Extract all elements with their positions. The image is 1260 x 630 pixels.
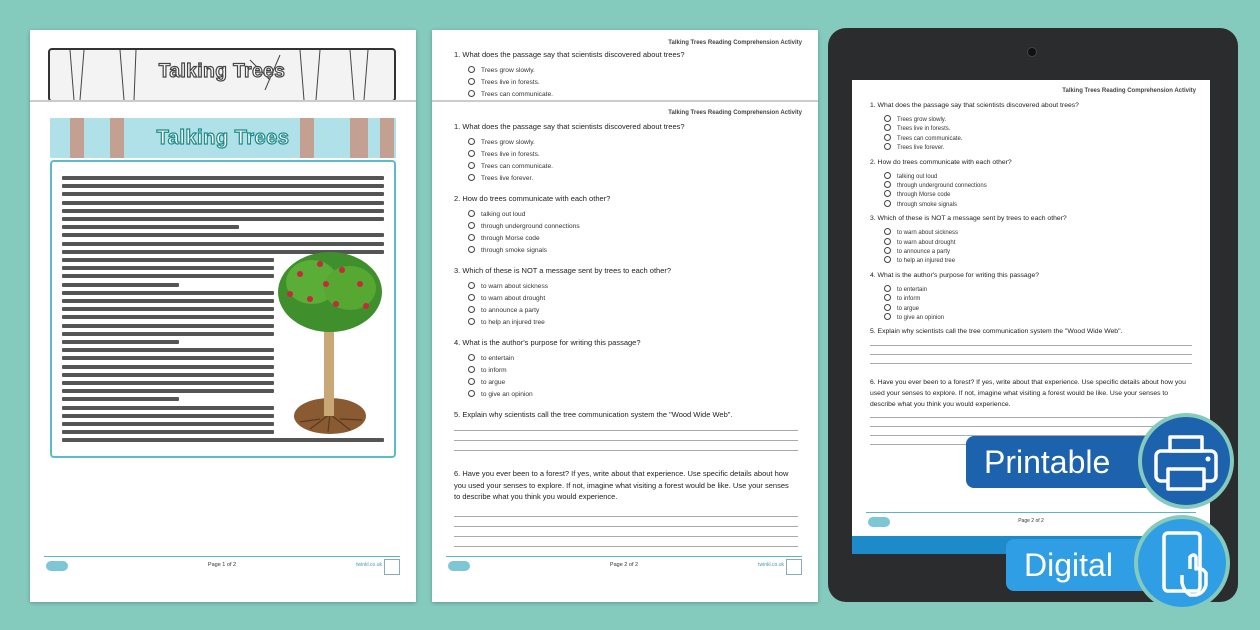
page1-footer — [44, 556, 400, 575]
tablet-page-number: Page 2 of 2 — [1018, 518, 1044, 524]
tablet-q4-option[interactable]: to inform — [884, 294, 920, 302]
page2-number: Page 2 of 2 — [609, 562, 639, 568]
story-text-line — [62, 217, 384, 221]
page2-q3-option[interactable]: to warn about drought — [468, 294, 545, 302]
story-text-line — [62, 406, 274, 410]
page-behind-header — [48, 48, 396, 102]
tablet-question-2: 2. How do trees communicate with each other? — [870, 158, 1012, 166]
page-behind-title: Talking Trees — [158, 61, 286, 82]
tablet-q4-option[interactable]: to argue — [884, 304, 919, 312]
page2-q4-option[interactable]: to entertain — [468, 354, 514, 362]
page-divider — [30, 100, 416, 102]
tablet-q3-option[interactable]: to help an injured tree — [884, 256, 955, 264]
page2-q2-option[interactable]: through smoke signals — [468, 246, 547, 254]
page2-behind-strip — [432, 30, 818, 102]
page2-answer-line[interactable] — [454, 546, 798, 547]
tablet-q4-option[interactable]: to entertain — [884, 285, 927, 293]
story-text-line — [62, 348, 274, 352]
page2-footer — [446, 556, 802, 575]
story-text-line — [62, 430, 274, 434]
tablet-q1-option[interactable]: Trees can communicate. — [884, 134, 962, 142]
page2-q1-option[interactable]: Trees can communicate. — [468, 162, 553, 170]
tree-illustration — [270, 244, 390, 434]
tablet-q3-option[interactable]: to announce a party — [884, 247, 950, 255]
tablet-question-1: 1. What does the passage say that scientists discovered about trees? — [870, 102, 1079, 109]
tablet-q4-option[interactable]: to give an opinion — [884, 313, 944, 321]
tablet-q2-option[interactable]: talking out loud — [884, 172, 937, 180]
page2-q1-option[interactable]: Trees live forever. — [468, 174, 533, 182]
page2-answer-line[interactable] — [454, 430, 798, 431]
printer-icon — [1142, 417, 1230, 505]
page2-q3-option[interactable]: to announce a party — [468, 306, 539, 314]
tablet-q2-option[interactable]: through smoke signals — [884, 200, 957, 208]
page-title: Talking Trees — [156, 127, 290, 149]
story-text-line — [62, 176, 384, 180]
behind-q1-opt-c: Trees can communicate. — [468, 90, 553, 98]
story-text-line — [62, 414, 274, 418]
page2-questions — [432, 102, 818, 552]
page2-q2-option[interactable]: through Morse code — [468, 234, 540, 242]
page2-q1-option[interactable]: Trees grow slowly. — [468, 138, 535, 146]
story-box — [50, 160, 396, 458]
tablet-q3-option[interactable]: to warn about sickness — [884, 228, 958, 236]
story-text-line — [62, 365, 274, 369]
title-banner — [50, 118, 396, 158]
page2-q2-option[interactable]: talking out loud — [468, 210, 525, 218]
story-text-line — [62, 225, 239, 229]
story-text-line — [62, 438, 384, 442]
page2-question-5: 5. Explain why scientists call the tree communication system the "Wood Wide Web". — [454, 410, 733, 419]
tablet-camera — [1027, 47, 1037, 57]
tablet-header: Talking Trees Reading Comprehension Activity — [1062, 88, 1196, 94]
story-text-line — [62, 209, 384, 213]
story-text-line — [62, 299, 274, 303]
page2-site: twinkl.co.uk — [758, 562, 784, 568]
story-text-line — [62, 356, 274, 360]
behind-q1-opt-a: Trees grow slowly. — [468, 66, 535, 74]
page2-badge-icon — [786, 559, 802, 575]
tablet-q2-option[interactable]: through underground connections — [884, 181, 987, 189]
behind-q1-opt-b: Trees live in forests. — [468, 78, 540, 86]
page1-number: Page 1 of 2 — [207, 562, 237, 568]
tablet-icon-circle — [1134, 515, 1230, 611]
story-text-line — [62, 340, 179, 344]
story-text-line — [62, 283, 179, 287]
tablet-question-3: 3. Which of these is NOT a message sent by trees to each other? — [870, 215, 1067, 223]
story-text-line — [62, 422, 274, 426]
page2-question-4: 4. What is the author's purpose for writing this passage? — [454, 338, 641, 347]
page2-q3-option[interactable]: to help an injured tree — [468, 318, 545, 326]
story-text-line — [62, 266, 274, 270]
page2-answer-line[interactable] — [454, 536, 798, 537]
behind-header: Talking Trees Reading Comprehension Activity — [668, 40, 802, 46]
page2-q4-option[interactable]: to argue — [468, 378, 505, 386]
story-text-line — [62, 192, 384, 196]
story-text-line — [62, 381, 274, 385]
page2-header: Talking Trees Reading Comprehension Activity — [668, 110, 802, 116]
story-text-line — [62, 233, 384, 237]
page2-question-6: 6. Have you ever been to a forest? If yes, write about that experience. Use specific details about how you used your senses to explore. If not, imagine what visiting a forest would be like. Use your senses to describe what you think you would experience. — [454, 469, 789, 501]
story-text-line — [62, 324, 274, 328]
behind-q1: 1. What does the passage say that scientists discovered about trees? — [454, 50, 685, 59]
tablet-question-4: 4. What is the author's purpose for writing this passage? — [870, 271, 1040, 279]
page2-question-1: 1. What does the passage say that scientists discovered about trees? — [454, 122, 685, 131]
tablet-q3-option[interactable]: to warn about drought — [884, 238, 955, 246]
tablet-q2-option[interactable]: through Morse code — [884, 190, 950, 198]
page2-answer-line[interactable] — [454, 440, 798, 441]
story-text-line — [62, 258, 274, 262]
tablet-answer-line[interactable] — [870, 345, 1192, 346]
page2-answer-line[interactable] — [454, 450, 798, 451]
tablet-q1-option[interactable]: Trees live in forests. — [884, 124, 950, 132]
page1-badge-icon — [384, 559, 400, 575]
page2-answer-line[interactable] — [454, 516, 798, 517]
story-text-line — [62, 184, 384, 188]
story-text-line — [62, 201, 384, 205]
story-text-line — [62, 315, 274, 319]
story-text-line — [62, 332, 274, 336]
tablet-answer-line[interactable] — [870, 363, 1192, 364]
story-text-line — [62, 274, 274, 278]
page2-q4-option[interactable]: to inform — [468, 366, 507, 374]
story-text-line — [62, 291, 274, 295]
tablet-question-5: 5. Explain why scientists call the tree communication system the "Wood Wide Web". — [870, 328, 1123, 336]
story-text-line — [62, 389, 274, 393]
story-text-line — [62, 307, 274, 311]
tablet-q1-option[interactable]: Trees grow slowly. — [884, 115, 946, 123]
page2-q1-option[interactable]: Trees live in forests. — [468, 150, 540, 158]
printable-label: Printable — [984, 444, 1111, 480]
tablet-q1-option[interactable]: Trees live forever. — [884, 143, 944, 151]
page2-answer-line[interactable] — [454, 526, 798, 527]
page2-q3-option[interactable]: to warn about sickness — [468, 282, 548, 290]
digital-label: Digital — [1024, 547, 1113, 583]
tablet-question-6: 6. Have you ever been to a forest? If yes, write about that experience. Use specific details about how you used your senses to explore. If not, imagine what visiting a forest would be like. Use your senses to describe what you think you would experience. — [870, 379, 1186, 408]
printer-icon-circle — [1138, 413, 1234, 509]
page2-q4-option[interactable]: to give an opinion — [468, 390, 533, 398]
tablet-answer-line[interactable] — [870, 354, 1192, 355]
page1-site: twinkl.co.uk — [356, 562, 382, 568]
story-text-line — [62, 373, 274, 377]
tablet-touch-icon — [1138, 519, 1226, 607]
story-text-line — [62, 397, 179, 401]
page2-question-2: 2. How do trees communicate with each other? — [454, 194, 611, 203]
page2-question-3: 3. Which of these is NOT a message sent by trees to each other? — [454, 266, 672, 275]
page2-q2-option[interactable]: through underground connections — [468, 222, 580, 230]
